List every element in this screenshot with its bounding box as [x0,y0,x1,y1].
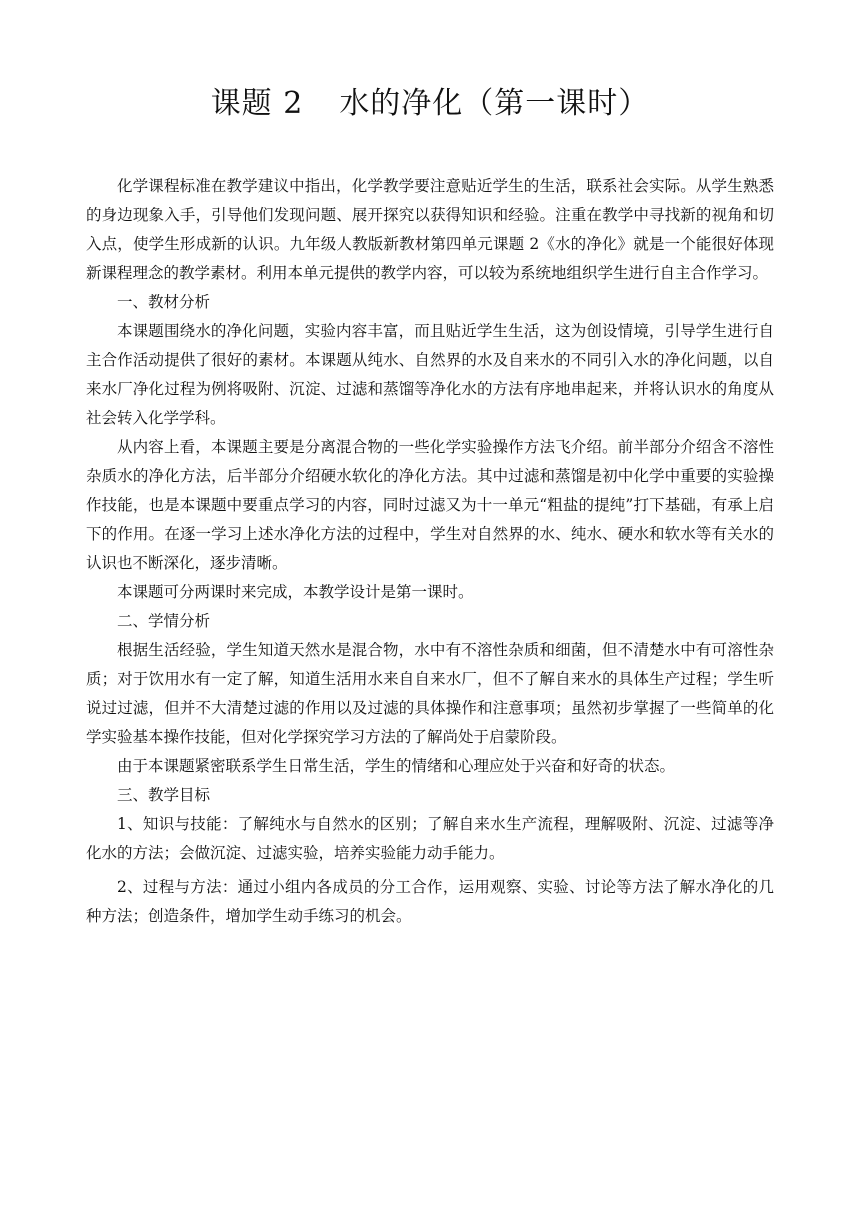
document-title [0,84,860,124]
section-heading-student-analysis: 二、学情分析 [117,612,211,630]
material-analysis-paragraph-2: 从内容上看，本课题主要是分离混合物的一些化学实验操作方法飞介绍。前半部分介绍含不溶性杂质水的净化方法，后半部分介绍硬水软化的净化方法。其中过滤和蒸馏是初中化学中重要的实验操作技能，也是本课题中要重点学习的内容，同时过滤又为十一单元“粗盐的提纯”打下基础，有承上启下的作用。在逐一学习上述水净化方法的过程中，学生对自然界的水、纯水、硬水和软水等有关水的认识也不断深化，逐步清晰。 [86,438,774,572]
intro-paragraph: 化学课程标准在教学建议中指出，化学教学要注意贴近学生的生活，联系社会实际。从学生熟悉的身边现象入手，引导他们发现问题、展开探究以获得知识和经验。注重在教学中寻找新的视角和切入点，使学生形成新的认识。九年级人教版新教材第四单元课题 2《水的净化》就是一个能很好体现新课程理念的教学素材。利用本单元提供的教学内容，可以较为系统地组织学生进行自主合作学习。 [86,177,774,282]
material-analysis-paragraph-3: 本课题可分两课时来完成，本教学设计是第一课时。 [117,583,474,601]
section-heading-teaching-goals: 三、教学目标 [117,786,211,804]
title-lesson-name: 水的净化（第一课时） [339,86,650,121]
section-heading-material-analysis: 一、教材分析 [117,293,211,311]
document-body [86,172,774,931]
student-analysis-paragraph-1: 根据生活经验，学生知道天然水是混合物，水中有不溶性杂质和细菌，但不清楚水中有可溶性杂质；对于饮用水有一定了解，知道生活用水来自自来水厂，但不了解自来水的具体生产过程；学生听说过过滤，但并不大清楚过滤的作用以及过滤的具体操作和注意事项；虽然初步掌握了一些简单的化学实验基本操作技能，但对化学探究学习方法的了解尚处于启蒙阶段。 [86,641,774,746]
teaching-goal-process-methods: 2、过程与方法：通过小组内各成员的分工合作，运用观察、实验、讨论等方法了解水净化的几种方法；创造条件，增加学生动手练习的机会。 [86,878,774,925]
material-analysis-paragraph-1: 本课题围绕水的净化问题，实验内容丰富，而且贴近学生生活，这为创设情境，引导学生进行自主合作活动提供了很好的素材。本课题从纯水、自然界的水及自来水的不同引入水的净化问题，以自来水厂净化过程为例将吸附、沉淀、过滤和蒸馏等净化水的方法有序地串起来，并将认识水的角度从社会转入化学学科。 [86,322,774,427]
teaching-goal-knowledge-skills: 1、知识与技能：了解纯水与自然水的区别；了解自来水生产流程，理解吸附、沉淀、过滤等净化水的方法；会做沉淀、过滤实验，培养实验能力动手能力。 [86,815,774,862]
student-analysis-paragraph-2: 由于本课题紧密联系学生日常生活，学生的情绪和心理应处于兴奋和好奇的状态。 [117,757,676,775]
title-lesson-number: 课题 2 [210,86,304,121]
